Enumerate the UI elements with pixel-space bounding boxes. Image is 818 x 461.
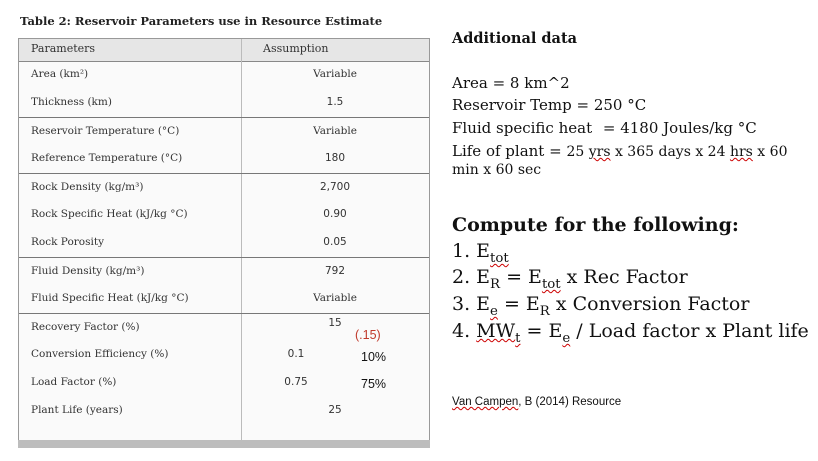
header-assumption: Assumption — [263, 42, 329, 55]
life-hrs: hrs — [729, 144, 753, 160]
row-value: 0.1 — [287, 348, 305, 360]
item-symbol: MW — [476, 320, 516, 342]
table-row — [19, 145, 429, 173]
area-line: Area = 8 km^2 — [452, 74, 570, 92]
note-recovery: (.15) — [355, 328, 381, 342]
item-subscript-2: e — [562, 330, 571, 346]
row-value: 15 — [328, 317, 342, 329]
row-param: Load Factor (%) — [31, 376, 117, 388]
table-panel — [8, 0, 432, 450]
table-row — [19, 257, 429, 286]
compute-item-3 — [452, 293, 749, 319]
table-row — [19, 61, 429, 89]
item-equals: = E — [520, 320, 563, 342]
item-number: 4. — [452, 320, 477, 342]
row-param: Rock Porosity — [31, 236, 105, 248]
item-symbol: E — [476, 240, 491, 262]
fluid-heat-line — [452, 119, 757, 137]
life-value-3: x 60 — [752, 144, 788, 160]
item-subscript-2: R — [539, 303, 550, 319]
compute-title: Compute for the following: — [452, 214, 739, 236]
row-param: Reference Temperature (°C) — [31, 152, 183, 164]
row-value: Variable — [313, 125, 357, 137]
item-number: 2. — [452, 266, 477, 288]
table-row — [19, 285, 429, 313]
table-row — [19, 89, 429, 117]
row-param: Reservoir Temperature (°C) — [31, 125, 180, 137]
table-row — [19, 117, 429, 146]
item-symbol: E — [476, 293, 491, 315]
item-symbol: E — [476, 266, 491, 288]
item-equals: = E — [500, 266, 542, 288]
row-param: Rock Density (kg/m³) — [31, 181, 144, 193]
table-title: Table 2: Reservoir Parameters use in Resource Estimate — [20, 14, 383, 28]
table-row — [19, 397, 429, 425]
right-panel — [452, 0, 812, 461]
item-subscript: tot — [490, 250, 509, 266]
row-value: 25 — [328, 404, 342, 416]
reference-author: Van Campen — [452, 396, 519, 408]
life-line — [452, 142, 787, 160]
item-subscript-2: tot — [541, 276, 561, 292]
life-value-1: 25 — [566, 144, 589, 160]
item-number: 1. — [452, 240, 477, 262]
row-param: Recovery Factor (%) — [31, 321, 140, 333]
item-equals: = E — [497, 293, 540, 315]
reference-citation — [452, 396, 621, 408]
table-header — [19, 39, 429, 62]
item-rest: / Load factor x Plant life — [570, 320, 809, 342]
compute-item-1 — [452, 240, 509, 266]
row-value: 792 — [324, 265, 346, 277]
note-conversion: 10% — [361, 350, 387, 364]
reservoir-temp-value: 250 °C — [593, 96, 647, 114]
table-shadow — [18, 440, 430, 448]
life-yrs: yrs — [588, 144, 611, 160]
item-number: 3. — [452, 293, 477, 315]
row-param: Rock Specific Heat (kJ/kg °C) — [31, 208, 188, 220]
fluid-heat-value: = 4180 Joules/kg °C — [602, 119, 757, 137]
item-subscript: e — [490, 303, 498, 319]
compute-item-4 — [452, 320, 809, 346]
row-param: Fluid Density (kg/m³) — [31, 265, 145, 277]
reservoir-temp-line — [452, 96, 646, 114]
row-value: 1.5 — [326, 96, 344, 108]
row-param: Plant Life (years) — [31, 404, 123, 416]
item-subscript: t — [515, 330, 521, 346]
reference-rest: , B (2014) Resource — [518, 396, 622, 408]
row-value: 2,700 — [319, 181, 351, 193]
life-label: Life of plant = — [452, 142, 567, 160]
note-load: 75% — [361, 377, 387, 391]
compute-item-2 — [452, 266, 688, 292]
fluid-heat-label: Fluid specific heat — [452, 119, 593, 137]
row-value: Variable — [313, 68, 357, 80]
life-value-2: x 365 days x 24 — [610, 144, 730, 160]
reservoir-temp-label: Reservoir Temp = — [452, 96, 594, 114]
additional-data-title: Additional data — [452, 30, 578, 47]
row-param: Thickness (km) — [31, 96, 112, 108]
row-value: 0.05 — [323, 236, 347, 248]
row-value: 180 — [324, 152, 346, 164]
life-line-2: min x 60 sec — [452, 162, 542, 178]
row-param: Fluid Specific Heat (kJ/kg °C) — [31, 292, 189, 304]
item-rest: x Rec Factor — [560, 266, 688, 288]
row-value: 0.90 — [323, 208, 347, 220]
row-value: 0.75 — [284, 376, 308, 388]
table-row — [19, 201, 429, 229]
item-subscript: R — [490, 276, 501, 292]
row-param: Area (km²) — [31, 68, 89, 80]
row-param: Conversion Efficiency (%) — [31, 348, 169, 360]
parameters-table — [18, 38, 430, 442]
table-row — [19, 173, 429, 202]
item-rest: x Conversion Factor — [549, 293, 750, 315]
table-row — [19, 229, 429, 257]
row-value: Variable — [313, 292, 357, 304]
header-parameters: Parameters — [31, 42, 96, 55]
